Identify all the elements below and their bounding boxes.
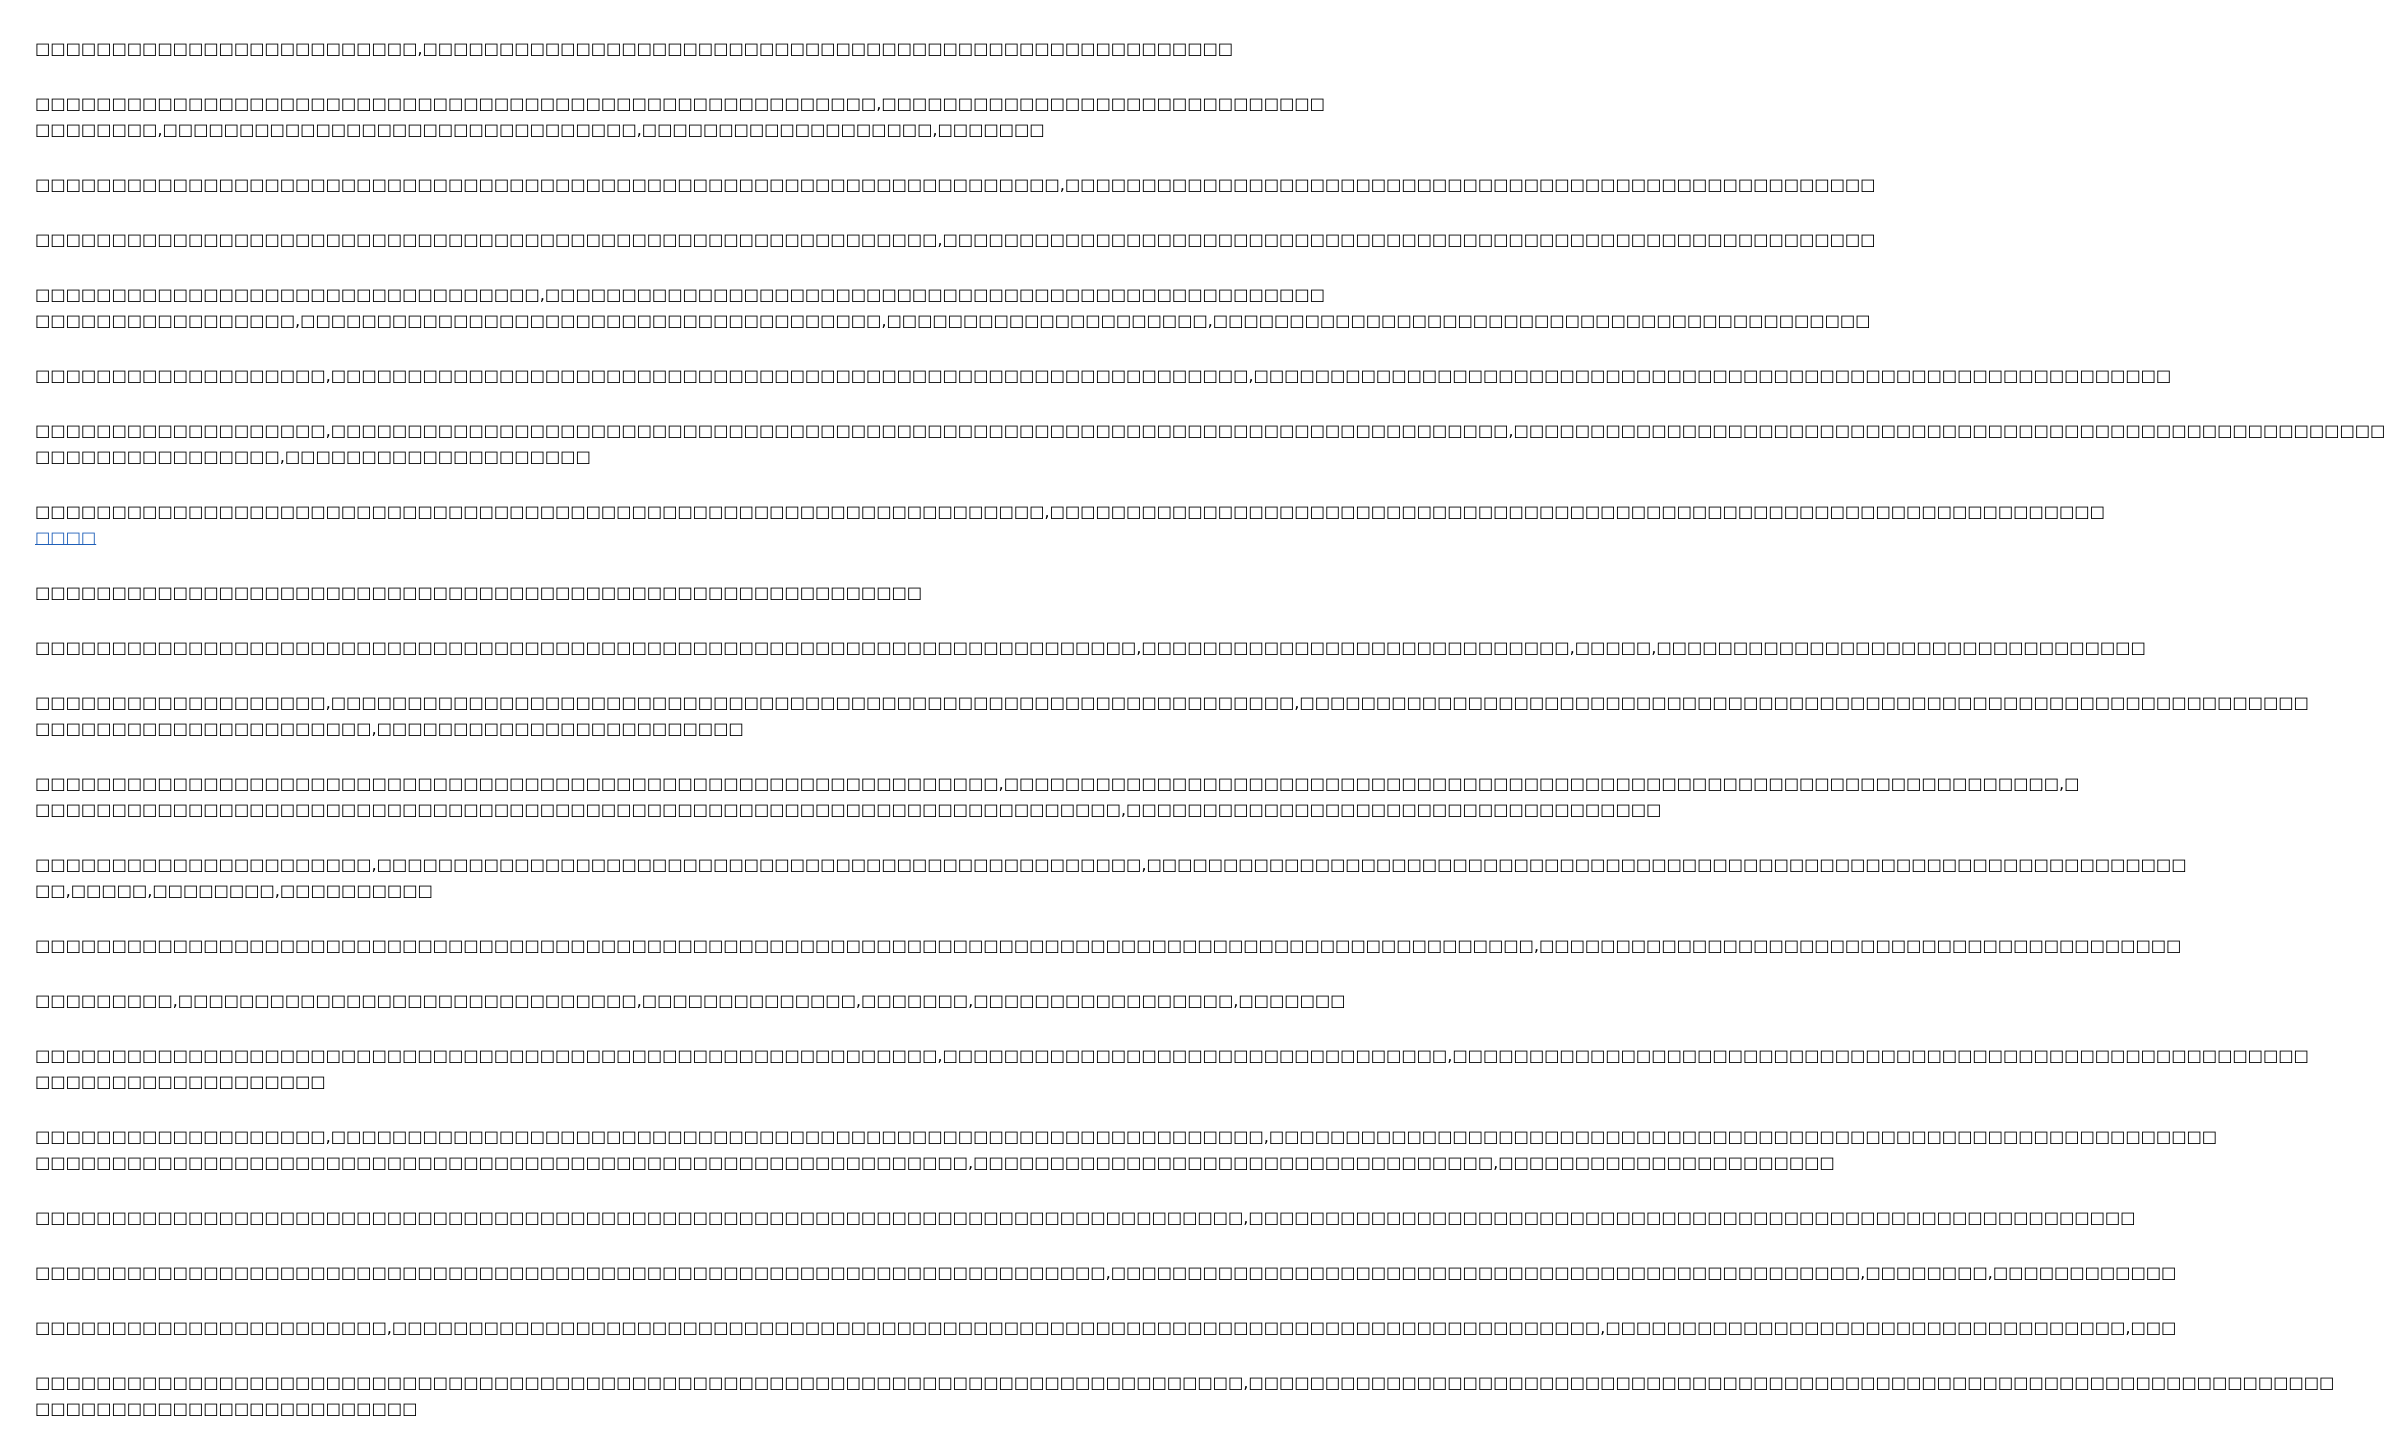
paragraph-line: □□□□□□□□□□□□□□□□□□□,□□□□□□□□□□□□□□□□□□□□□□□□□□□□□□□□□□□□□□□□□□□□□□□□□□□□□□□□□□□□□,□□□□□□□□□□□□□□□□□□□□□□□□□□□□□□□□□□□□□□□□□□□□□□□□□□□□□□□□□□□□□□	[35, 1127, 2218, 1146]
paragraph	[35, 1043, 2309, 1095]
paragraph-line: □□□□□□□□□□□□□□□□□□□□□□□□□□□□□□□□□□□□□□□□□□□□□□□□□□□□□□□□□□□,□□□□□□□□□□□□□□□□□□□□□□□□□□□□□□□□□,□□□□□□□□□□□□□□□□□□□□□□□□□□□□□□□□□□□□□□□□□□□□□□□□□□□□□□□□	[35, 1046, 2309, 1065]
paragraph-line: □□□□□□□□□□□□□□□□□,□□□□□□□□□□□□□□□□□□□□□□□□□□□□□□□□□□□□□□,□□□□□□□□□□□□□□□□□□□□□,□□□□□□□□□□□□□□□□□□□□□□□□□□□□□□□□□□□□□□□□□□□	[35, 311, 1871, 330]
paragraph-line: □□□□□□□□□□□□□□□□□□□□□□□□□□□□□□□□□□□□□□□□□□□□□□□□□□□□□□□,□□□□□□□□□□□□□□□□□□□□□□□□□□□□□	[35, 94, 1325, 113]
paragraph-line: □□□□□□□□□□□□□□□□□□□□□□□□□□□□□□□□□□□□□□□□□□□□□□□□□□□□□□□□□□□□□□□□□□□□□□□□□□□□□□□,□□□□□□□□□□□□□□□□□□□□□□□□□□□□□□□□□□□□□□□□□□□□□□□□□□□□□□□□□□	[35, 1208, 2136, 1227]
paragraph	[35, 852, 2187, 904]
paragraph-line: □□□□□□□□□□□□□□□□□□□□□□□□□□□□□□□□□□□□□□□□□□□□□□□□□□□□□□□□□□□□□□□□□□□□□□□,□□□□□□□□□□□□□□□□□□□□□□□□□□□□□□□□□□□	[35, 800, 1662, 819]
paragraph	[35, 933, 2182, 959]
paragraph-line: □□□□□□□□□,□□□□□□□□□□□□□□□□□□□□□□□□□□□□□□,□□□□□□□□□□□□□□,□□□□□□□,□□□□□□□□□□□□□□□□□,□□□□□□□	[35, 991, 1346, 1010]
paragraph	[35, 988, 1346, 1014]
paragraph	[35, 1315, 2177, 1341]
paragraph	[35, 1370, 2335, 1422]
paragraph	[35, 1205, 2136, 1231]
paragraph-line: □□□□□□□□□□□□□□□□□□□□□□□□□□□□□□□□□□□□□□□□□□□□□□□□□□□□□□□□□□□□□□□□□□□□□□□□□□□□□□□□□□□□□□□□□□□□□□□□□□,□□□□□□□□□□□□□□□□□□□□□□□□□□□□□□□□□□□□□□□□□□	[35, 936, 2182, 955]
paragraph	[35, 499, 2105, 551]
paragraph-line: □□□□□□□□□□□□□□□□□□□□□□□□□□□□□□□□□□□□□□□□□□□□□□□□□□□□□□□□□□	[35, 583, 923, 602]
paragraph	[35, 227, 1876, 253]
paragraph-line: □□□□□□□□□□□□□□□□□□□□□□□□□□□□□□□□□,□□□□□□□□□□□□□□□□□□□□□□□□□□□□□□□□□□□□□□□□□□□□□□□□□□□	[35, 285, 1325, 304]
paragraph	[35, 363, 2172, 389]
paragraph-line: □□□□□□□□□□□□□□□□□□□□□□□□□□□□□□□□□□□□□□□□□□□□□□□□□□□□□□□□□□□□□□□□□□□,□□□□□□□□□□□□□□□□□□□□□□□□□□□□□□□□□□□□□□□□□□□□□□□□□□□□□	[35, 175, 1876, 194]
paragraph	[35, 91, 1325, 143]
inline-link[interactable]: □□□□	[35, 528, 97, 547]
paragraph	[35, 172, 1876, 198]
paragraph	[35, 418, 2385, 470]
paragraph	[35, 282, 1871, 334]
paragraph	[35, 771, 2080, 823]
paragraph	[35, 690, 2309, 742]
paragraph-line: □□□□□□□□□□□□□□□□□□□,□□□□□□□□□□□□□□□□□□□□□□□□□□□□□□□□□□□□□□□□□□□□□□□□□□□□□□□□□□□□□□□□□□□□□□□□□□□□□,□□□□□□□□□□□□□□□□□□□□□□□□□□□□□□□□□□□□□□□□□□□□□□□□□□□□□□□□□	[35, 421, 2385, 440]
paragraph	[35, 1260, 2177, 1286]
paragraph-line: □□□□□□□□□□□□□□□□□□□□□□□□□□□□□□□□□□□□□□□□□□□□□□□□□□□□□□□□□□□□□□□□□□,□□□□□□□□□□□□□□□□□□□□□□□□□□□□□□□□□□□□□□□□□□□□□□□□□□□□□□□□□□□□□□□□□□□□□	[35, 502, 2105, 521]
paragraph-line: □□□□□□□□□□□□□□□□□□□□□□□□□□□□□□□□□□□□□□□□□□□□□□□□□□□□□□□□□□□□□,□□□□□□□□□□□□□□□□□□□□□□□□□□□□□□□□□□,□□□□□□□□□□□□□□□□□□□□□□	[35, 1153, 1835, 1172]
paragraph-line: □□□□□□□□□□□□□□□□,□□□□□□□□□□□□□□□□□□□□	[35, 447, 591, 466]
paragraph-line: □□□□□□□□□□□□□□□□□□□	[35, 1072, 326, 1091]
paragraph-line: □□,□□□□□,□□□□□□□□,□□□□□□□□□□	[35, 881, 433, 900]
paragraph-line: □□□□□□□□□□□□□□□□□□□□□□□,□□□□□□□□□□□□□□□□□□□□□□□□□□□□□□□□□□□□□□□□□□□□□□□□□□□□□□□□□□□□□□□□□□□□□□□□□□□□□□□,□□□□□□□□□□□□□□□□□□□□□□□□□□□□□□□□□□,□□□	[35, 1318, 2177, 1337]
paragraph	[35, 36, 1234, 62]
paragraph-line: □□□□□□□□,□□□□□□□□□□□□□□□□□□□□□□□□□□□□□□□,□□□□□□□□□□□□□□□□□□□,□□□□□□□	[35, 120, 1045, 139]
paragraph	[35, 635, 2146, 661]
paragraph-line: □□□□□□□□□□□□□□□□□□□□□□□□□□□□□□□□□□□□□□□□□□□□□□□□□□□□□□□□□□□□□□□,□□□□□□□□□□□□□□□□□□□□□□□□□□□□□□□□□□□□□□□□□□□□□□□□□□□□□□□□□□□□□□□□□□□□□,□	[35, 774, 2080, 793]
paragraph-line: □□□□□□□□□□□□□□□□□□□,□□□□□□□□□□□□□□□□□□□□□□□□□□□□□□□□□□□□□□□□□□□□□□□□□□□□□□□□□□□□,□□□□□□□□□□□□□□□□□□□□□□□□□□□□□□□□□□□□□□□□□□□□□□□□□□□□□□□□□□□□	[35, 366, 2172, 385]
paragraph-line: □□□□□□□□□□□□□□□□□□□□□□□□□□□□□□□□□□□□□□□□□□□□□□□□□□□□□□□□□□□□□□□□□□□□□□□□□□□□□□□,□□□□□□□□□□□□□□□□□□□□□□□□□□□□□□□□□□□□□□□□□□□□□□□□□□□□□□□□□□□□□□□□□□□□□□□	[35, 1373, 2335, 1392]
paragraph-line: □□□□□□□□□□□□□□□□□□□□□□□□□,□□□□□□□□□□□□□□□□□□□□□□□□□□□□□□□□□□□□□□□□□□□□□□□□□□□□□	[35, 39, 1234, 58]
paragraph-line: □□□□□□□□□□□□□□□□□□□□□□□□□□□□□□□□□□□□□□□□□□□□□□□□□□□□□□□□□□□□□□□□□□□□□□□□,□□□□□□□□□□□□□□□□□□□□□□□□□□□□,□□□□□,□□□□□□□□□□□□□□□□□□□□□□□□□□□□□□□□	[35, 638, 2146, 657]
paragraph	[35, 1124, 2218, 1176]
paragraph-line: □□□□□□□□□□□□□□□□□□□□□□,□□□□□□□□□□□□□□□□□□□□□□□□□□□□□□□□□□□□□□□□□□□□□□□□□□,□□□□□□□□□□□□□□□□□□□□□□□□□□□□□□□□□□□□□□□□□□□□□□□□□□□□□□□□□□□□□□□□□□□□	[35, 855, 2187, 874]
document-body	[35, 36, 2385, 1451]
paragraph-line: □□□□□□□□□□□□□□□□□□□□□□,□□□□□□□□□□□□□□□□□□□□□□□□	[35, 719, 744, 738]
paragraph-line: □□□□□□□□□□□□□□□□□□□□□□□□□□□□□□□□□□□□□□□□□□□□□□□□□□□□□□□□□□□□□□□□□□□□□□,□□□□□□□□□□□□□□□□□□□□□□□□□□□□□□□□□□□□□□□□□□□□□□□□□,□□□□□□□□,□□□□□□□□□□□□	[35, 1263, 2177, 1282]
paragraph-line: □□□□□□□□□□□□□□□□□□□□□□□□□	[35, 1399, 418, 1418]
paragraph-line: □□□□□□□□□□□□□□□□□□□□□□□□□□□□□□□□□□□□□□□□□□□□□□□□□□□□□□□□□□□,□□□□□□□□□□□□□□□□□□□□□□□□□□□□□□□□□□□□□□□□□□□□□□□□□□□□□□□□□□□□□	[35, 230, 1876, 249]
paragraph-line: □□□□□□□□□□□□□□□□□□□,□□□□□□□□□□□□□□□□□□□□□□□□□□□□□□□□□□□□□□□□□□□□□□□□□□□□□□□□□□□□□□□,□□□□□□□□□□□□□□□□□□□□□□□□□□□□□□□□□□□□□□□□□□□□□□□□□□□□□□□□□□□□□□□□□□	[35, 693, 2309, 712]
paragraph	[35, 580, 989, 606]
